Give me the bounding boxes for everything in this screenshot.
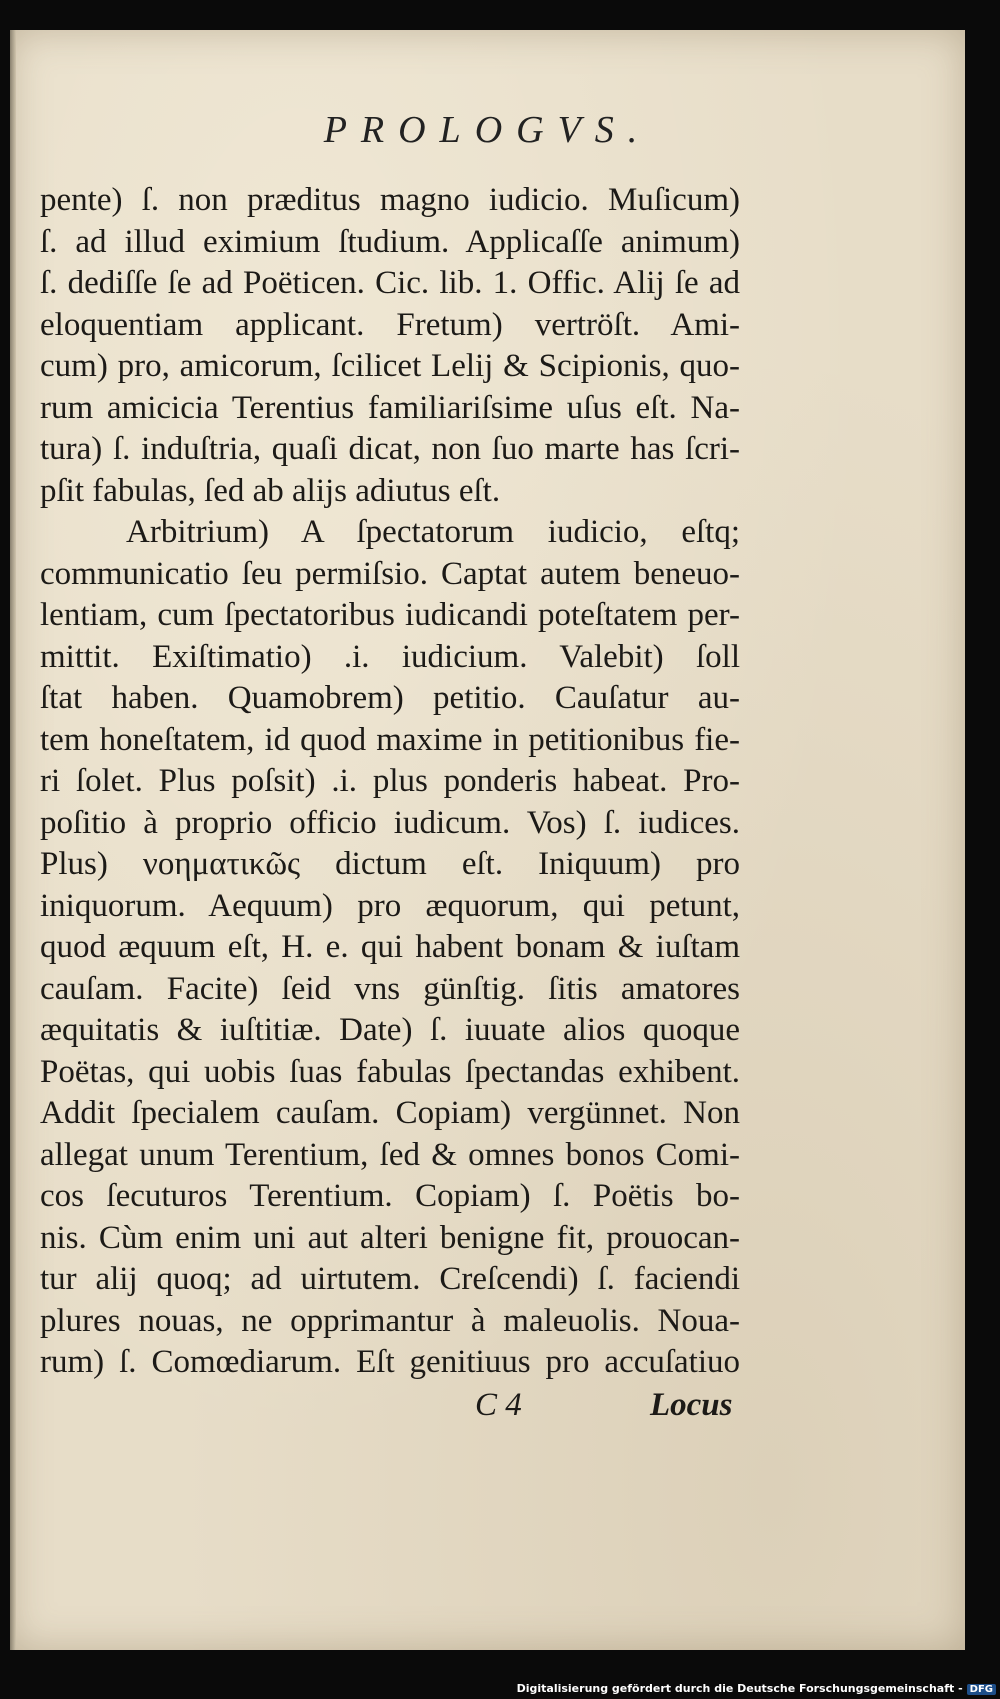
text-line: allegat unum Terentium, ſed & omnes bonos Comi-	[40, 1136, 740, 1173]
text-line: Arbitrium) A ſpectatorum iudicio, eſtq;	[126, 514, 740, 550]
credit-text: Digitalisierung gefördert durch die Deutsche Forschungsgemeinschaft -	[516, 1682, 963, 1695]
text-line: tura) ſ. induſtria, quaſi dicat, non ſuo marte has ſcri-	[40, 431, 740, 467]
page-edge	[10, 30, 16, 1650]
text-line: poſitio à proprio officio iudicum. Vos) ſ. iudices.	[40, 804, 740, 841]
text-line: iniquorum. Aequum) pro æquorum, qui petunt,	[40, 887, 740, 924]
text-line: ri ſolet. Plus poſsit) .i. plus ponderis habeat. Pro-	[40, 763, 740, 799]
text-line: plures nouas, ne opprimantur à maleuolis. Noua-	[40, 1302, 740, 1339]
text-line: pente) ſ. non præditus magno iudicio. Muſicum)	[40, 182, 740, 218]
commentary-text	[40, 180, 740, 1384]
running-head: PROLOGVS.	[323, 109, 652, 151]
text-line: pſit fabulas, ſed ab alijs adiutus eſt.	[40, 472, 501, 509]
text-line: æquitatis & iuſtitiæ. Date) ſ. iuuate alios quoque	[40, 1012, 740, 1048]
catchword: Locus	[650, 1387, 733, 1423]
text-line: tur alij quoq; ad uirtutem. Creſcendi) ſ. faciendi	[40, 1261, 740, 1297]
text-line: cum) pro, amicorum, ſcilicet Lelij & Scipionis, quo-	[40, 348, 740, 384]
text-line: ſ. ad illud eximium ſtudium. Applicaſſe animum)	[40, 223, 740, 260]
text-line: nis. Cùm enim uni aut alteri benigne fit, prouocan-	[40, 1219, 740, 1256]
text-line: Plus) νοηματικῶς dictum eſt. Iniquum) pro	[40, 846, 740, 882]
text-line: cos ſecuturos Terentium. Copiam) ſ. Poëtis bo-	[40, 1178, 740, 1214]
signature-mark: C 4	[475, 1387, 522, 1423]
text-line: ſ. dediſſe ſe ad Poëticen. Cic. lib. 1. Offic. Alij ſe ad	[40, 265, 740, 301]
text-line: lentiam, cum ſpectatoribus iudicandi poteſtatem per-	[40, 597, 740, 633]
text-line: cauſam. Facite) ſeid vns günſtig. ſitis amatores	[40, 970, 740, 1007]
text-line: Addit ſpecialem cauſam. Copiam) vergünnet. Non	[40, 1095, 740, 1131]
text-line: rum amicicia Terentius familiariſsime uſus eſt. Na-	[40, 389, 740, 426]
text-line: ſtat haben. Quamobrem) petitio. Cauſatur au-	[40, 680, 740, 716]
text-line: communicatio ſeu permiſsio. Captat autem beneuo-	[40, 555, 740, 592]
text-line: rum) ſ. Comœdiarum. Eſt genitiuus pro accuſatiuo	[40, 1344, 740, 1380]
text-line: tem honeſtatem, id quod maxime in petitionibus fie-	[40, 721, 740, 758]
book-page	[10, 30, 965, 1650]
digitization-credit	[517, 1682, 996, 1695]
text-line: Poëtas, qui uobis ſuas fabulas ſpectandas exhibent.	[40, 1053, 740, 1090]
text-line: mittit. Exiſtimatio) .i. iudicium. Valebit) ſoll	[40, 638, 740, 675]
text-line: quod æquum eſt, H. e. qui habent bonam & iuſtam	[40, 929, 740, 965]
dfg-logo-badge: DFG	[967, 1684, 996, 1695]
text-line: eloquentiam applicant. Fretum) vertröſt. Ami-	[40, 306, 740, 343]
